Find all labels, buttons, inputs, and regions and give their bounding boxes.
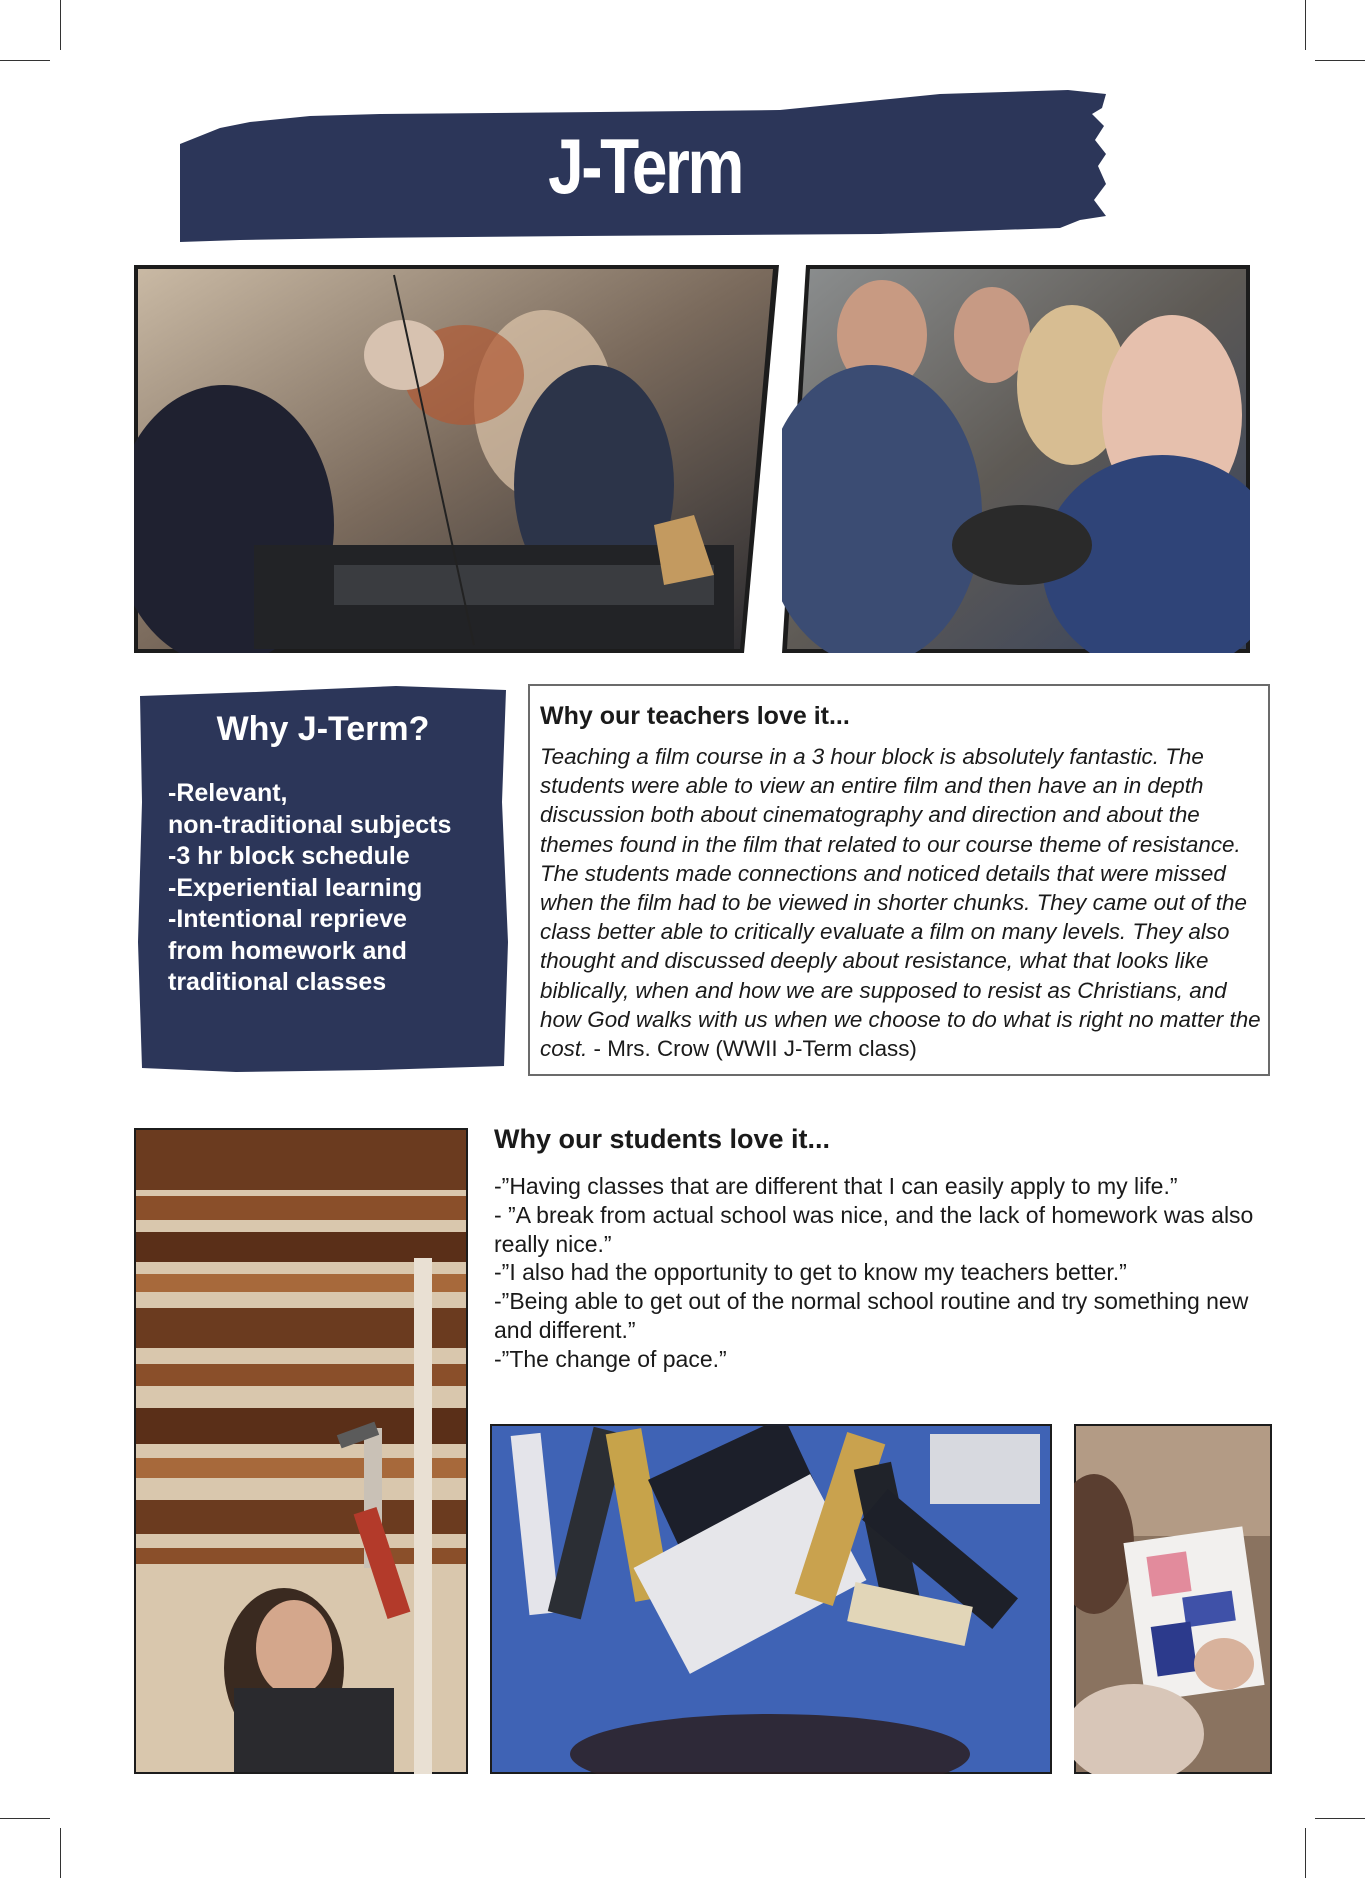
- teacher-quote: [540, 742, 1262, 1063]
- teacher-quote-text: Teaching a film course in a 3 hour block is absolutely fantastic. The students were able to view an entire film and then have an in depth discussion both about cinematography and direction and about the themes found in the film that related to our course theme of resistance. The students made connections and noticed details that were missed when the film had to be viewed in shorter chunks. They came out of the class better able to critically evaluate a film on many levels. They also thought and discussed deeply about resistance, what that looks like biblically, when and how we are supposed to resist as Christians, and how God walks with us when we choose to do what is right no matter the cost.: [540, 744, 1261, 1062]
- photo-hammer-student: [134, 1128, 468, 1774]
- student-quote-list: [494, 1172, 1274, 1374]
- list-item: -”I also had the opportunity to get to know my teachers better.”: [494, 1259, 1127, 1286]
- photo-leather-group: [782, 265, 1250, 653]
- student-heading: Why our students love it...: [494, 1124, 831, 1154]
- list-item: - ”A break from actual school was nice, and the lack of homework was also really nice.”: [494, 1201, 1254, 1257]
- page-title: J-Term: [548, 121, 742, 210]
- crop-mark: [0, 1818, 50, 1819]
- list-item: -Relevant,: [168, 779, 288, 807]
- crop-mark: [60, 0, 61, 50]
- crop-mark: [1315, 60, 1365, 61]
- photo-painting: [1074, 1424, 1272, 1774]
- list-item: non-traditional subjects: [168, 810, 452, 839]
- list-item: from homework and: [168, 936, 407, 965]
- list-item: -Experiential learning: [168, 873, 423, 902]
- list-item: -”Having classes that are different that I can easily apply to my life.”: [494, 1173, 1178, 1199]
- crop-mark: [0, 60, 50, 61]
- list-item: traditional classes: [168, 968, 387, 996]
- crop-mark: [60, 1828, 61, 1878]
- title-banner: [180, 88, 1110, 244]
- photo-paint-tubes: [490, 1424, 1052, 1774]
- why-jterm-list: [168, 778, 508, 999]
- teacher-attribution: - Mrs. Crow (WWII J-Term class): [587, 1036, 917, 1062]
- why-jterm-title: Why J-Term?: [216, 710, 430, 748]
- crop-mark: [1305, 0, 1306, 50]
- photo-engine-workshop: [134, 265, 779, 653]
- list-item: -”Being able to get out of the normal school routine and try something new and different.”: [494, 1288, 1249, 1343]
- list-item: -3 hr block schedule: [168, 842, 410, 870]
- list-item: -Intentional reprieve: [168, 905, 407, 933]
- crop-mark: [1315, 1818, 1365, 1819]
- crop-mark: [1305, 1828, 1306, 1878]
- teacher-heading: Why our teachers love it...: [540, 702, 850, 730]
- list-item: -”The change of pace.”: [494, 1345, 727, 1372]
